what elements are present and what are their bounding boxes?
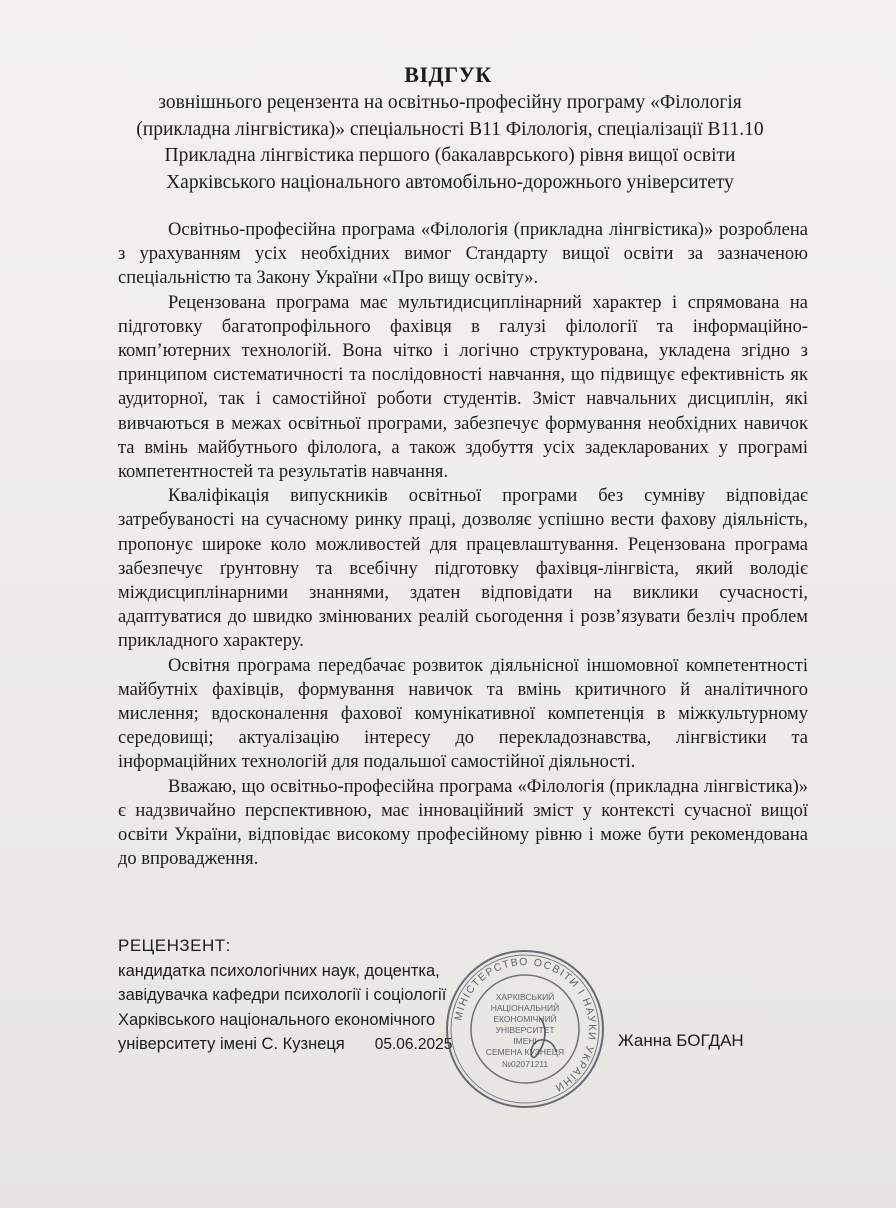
paragraph: Рецензована програма має мультидисциплінарний характер і спрямована на підготовку багатопрофільного фахівця в галузі філології та інформаційно-комп’ютерних технологій. Вона чітко і логічно структурована, укладена згідно з принципом систематичності та послідовності навчання, що підвищує ефективність як аудиторної, так і самостійної роботи студентів. Зміст навчальних дисциплін, які вивчаються в межах освітньої програми, забезпечує формування необхідних навичок та вмінь майбутнього філолога, а також здобуття усіх задекларованих у програмі компетентностей та результатів навчання. <box>118 292 808 483</box>
subtitle-line: Харківського національного автомобільно-дорожнього університету <box>166 171 734 193</box>
reviewer-position-line: Харківського національного економічного <box>118 1010 436 1029</box>
paragraph: Кваліфікація випускників освітньої програми без сумніву відповідає затребуваності на сучасному ринку праці, дозволяє успішно вести фахову діяльність, пропонує широке коло можливостей для працевлаштування. Рецензована програма забезпечує ґрунтовну та всебічну підготовку фахівця-лінгвіста, який володіє міждисциплінарними знаннями, здатен відповідати на виклики сучасності, адаптуватися до швидко змінюваних реалій сьогодення і розв’язувати безліч проблем прикладного характеру. <box>118 486 808 652</box>
stamp-line: ХАРКІВСЬКИЙ <box>495 992 555 1002</box>
stamp-line: СЕМЕНА КУЗНЕЦЯ <box>485 1047 565 1057</box>
stamp-line: №02071211 <box>501 1059 549 1069</box>
stamp-line: НАЦІОНАЛЬНИЙ <box>490 1003 560 1013</box>
review-body <box>118 218 808 871</box>
review-date: 05.06.2025 <box>374 1036 453 1053</box>
reviewer-position-line: кандидатка психологічних наук, доцентка, <box>118 961 440 980</box>
subtitle-line: зовнішнього рецензента на освітньо-професійну програму «Філологія <box>158 92 742 113</box>
official-stamp <box>444 948 606 1110</box>
paragraph: Освітньо-професійна програма «Філологія (прикладна лінгвістика)» розроблена з урахуванням усіх необхідних вимог Стандарту вищої освіти за зазначеною спеціальністю та Закону України «Про вищу освіту». <box>118 220 808 289</box>
paragraph: Вважаю, що освітньо-професійна програма «Філологія (прикладна лінгвістика)» є надзвичайно перспективною, має інноваційний зміст у контексті сучасної вищої освіти України, відповідає високому професійному рівню і може бути рекомендована до впровадження. <box>118 776 808 870</box>
reviewer-university: університету імені С. Кузнеця <box>118 1035 345 1053</box>
document-title: ВІДГУК <box>404 62 492 87</box>
document-subtitle <box>100 90 800 196</box>
subtitle-line: Прикладна лінгвістика першого (бакалаврського) рівня вищої освіти <box>164 145 736 166</box>
stamp-line: ІМЕНІ <box>513 1036 537 1046</box>
paragraph: Освітня програма передбачає розвиток діяльнісної іншомовної компетентності майбутніх фахівців, формування навичок та вмінь критичного й аналітичного мислення; вдосконалення фахової комунікативної компетенція в міжкультурному середовищі; актуалізацію інтересу до перекладознавства, лінгвістики та інформаційних технологій для подальшої самостійної діяльності. <box>118 655 808 773</box>
reviewer-position-line: завідувачка кафедри психології і соціології <box>118 986 447 1004</box>
reviewer-heading: РЕЦЕНЗЕНТ: <box>118 936 231 955</box>
reviewer-name: Жанна БОГДАН <box>618 1031 744 1050</box>
stamp-line: УНІВЕРСИТЕТ <box>495 1025 555 1035</box>
subtitle-line: (прикладна лінгвістика)» спеціальності В11 Філологія, спеціалізації В11.10 <box>136 118 764 140</box>
stamp-outer-text: МІНІСТЕРСТВО ОСВІТИ І НАУКИ УКРАЇНИ <box>452 955 599 1095</box>
stamp-line: ЕКОНОМІЧНИЙ <box>493 1014 557 1024</box>
